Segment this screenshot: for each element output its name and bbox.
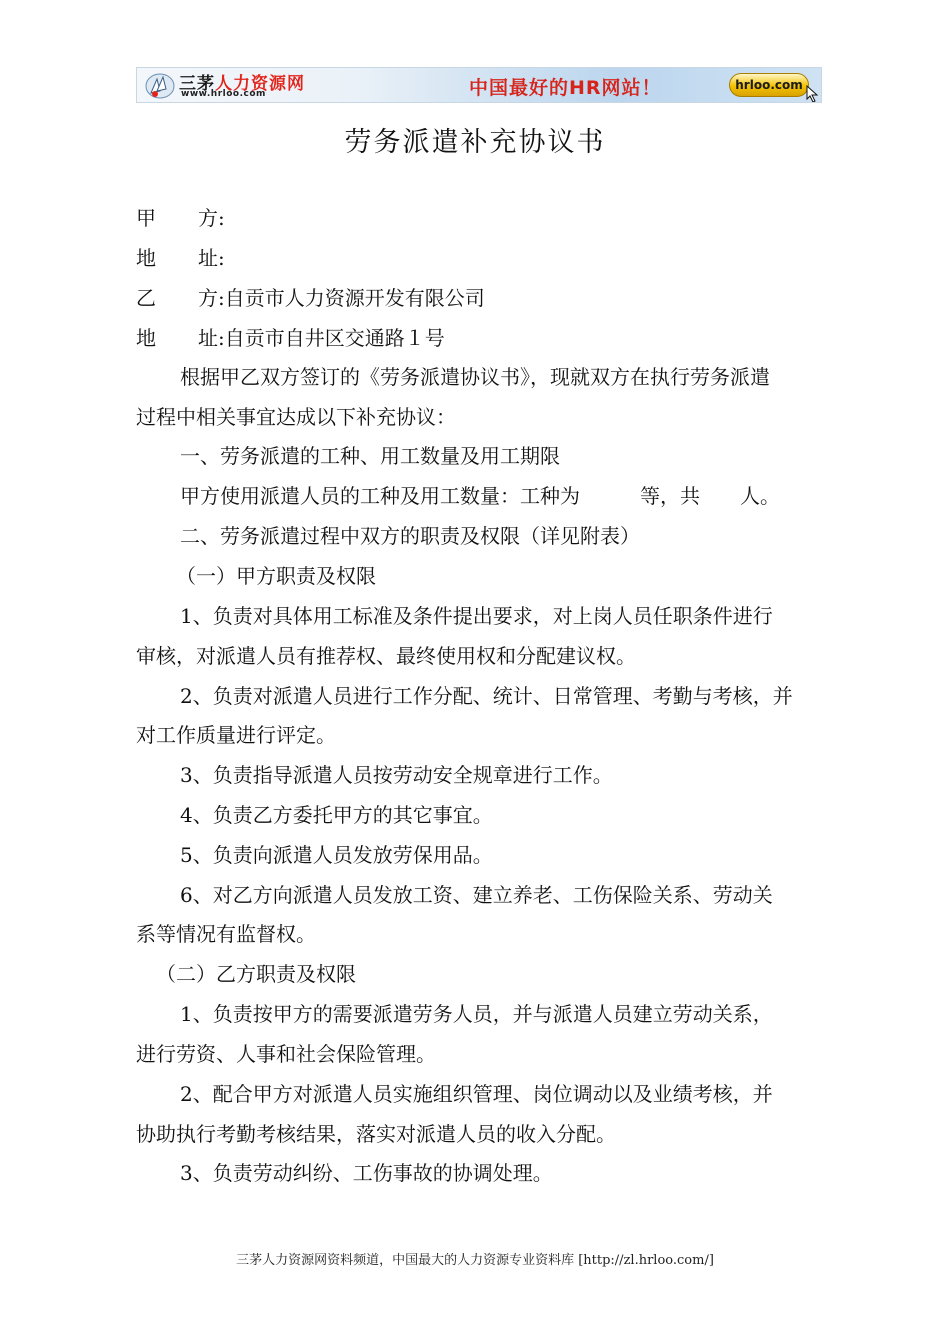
party-b-address-label: 地	[136, 326, 156, 350]
party-a-address-label-suffix: 址:	[198, 246, 225, 270]
pointer-cursor-icon	[805, 85, 819, 103]
logo-wordmark: 三茅人力资源网	[179, 74, 305, 94]
paragraph-line: 2、配合甲方对派遣人员实施组织管理、岗位调动以及业绩考核，并	[180, 1082, 773, 1106]
paragraph-line: 审核，对派遣人员有推荐权、最终使用权和分配建议权。	[136, 644, 636, 668]
paragraph-line: 协助执行考勤考核结果，落实对派遣人员的收入分配。	[136, 1122, 616, 1146]
subsection-heading: （一）甲方职责及权限	[176, 564, 376, 588]
subsection-heading: （二）乙方职责及权限	[156, 962, 356, 986]
paragraph-line: 甲方使用派遣人员的工种及用工数量：工种为 等，共 人。	[180, 484, 780, 508]
party-b-label: 乙	[136, 286, 156, 310]
paragraph-line: 1、负责按甲方的需要派遣劳务人员，并与派遣人员建立劳动关系，	[180, 1002, 773, 1026]
party-a-label: 甲	[136, 206, 156, 230]
paragraph-line: 系等情况有监督权。	[136, 922, 316, 946]
section-heading: 二、劳务派遣过程中双方的职责及权限（详见附表）	[180, 524, 640, 548]
party-b-value: 自贡市人力资源开发有限公司	[224, 286, 485, 310]
party-a-address-row	[136, 243, 225, 273]
logo-url: www.hrloo.com	[181, 89, 266, 99]
page-footer: 三茅人力资源网资料频道，中国最大的人力资源专业资料库 [http://zl.hrloo.com/]	[236, 1253, 714, 1268]
paragraph-line: 进行劳资、人事和社会保险管理。	[136, 1042, 436, 1066]
paragraph-line: 过程中相关事宜达成以下补充协议：	[136, 405, 456, 429]
paragraph-line: 3、负责指导派遣人员按劳动安全规章进行工作。	[180, 763, 613, 787]
paragraph-line: 4、负责乙方委托甲方的其它事宜。	[180, 803, 493, 827]
paragraph-line: 对工作质量进行评定。	[136, 723, 336, 747]
party-b-address-value: 自贡市自井区交通路１号	[224, 326, 445, 350]
paragraph-line: 5、负责向派遣人员发放劳保用品。	[180, 843, 493, 867]
paragraph-line: 1、负责对具体用工标准及条件提出要求，对上岗人员任职条件进行	[180, 604, 773, 628]
site-link-button[interactable]: hrloo.com	[729, 73, 809, 97]
paragraph-line: 3、负责劳动纠纷、工伤事故的协调处理。	[180, 1161, 553, 1185]
party-b-label-suffix: 方:	[198, 286, 225, 310]
party-b-row	[136, 283, 485, 313]
party-a-address-label: 地	[136, 246, 156, 270]
banner-slogan: 中国最好的HR网站！	[469, 77, 662, 99]
paragraph-line: 6、对乙方向派遣人员发放工资、建立养老、工伤保险关系、劳动关	[180, 883, 773, 907]
paragraph-line: 根据甲乙双方签订的《劳务派遣协议书》，现就双方在执行劳务派遣	[180, 365, 770, 389]
header-banner[interactable]	[136, 67, 822, 103]
section-heading: 一、劳务派遣的工种、用工数量及用工期限	[180, 444, 560, 468]
party-a-row	[136, 203, 225, 233]
document-title: 劳务派遣补充协议书	[344, 127, 606, 158]
party-b-address-row	[136, 323, 445, 353]
party-a-label-suffix: 方:	[198, 206, 225, 230]
paragraph-line: 2、负责对派遣人员进行工作分配、统计、日常管理、考勤与考核，并	[180, 684, 793, 708]
party-b-address-label-suffix: 址:	[198, 326, 225, 350]
badminton-shuttlecock-icon	[143, 71, 177, 101]
